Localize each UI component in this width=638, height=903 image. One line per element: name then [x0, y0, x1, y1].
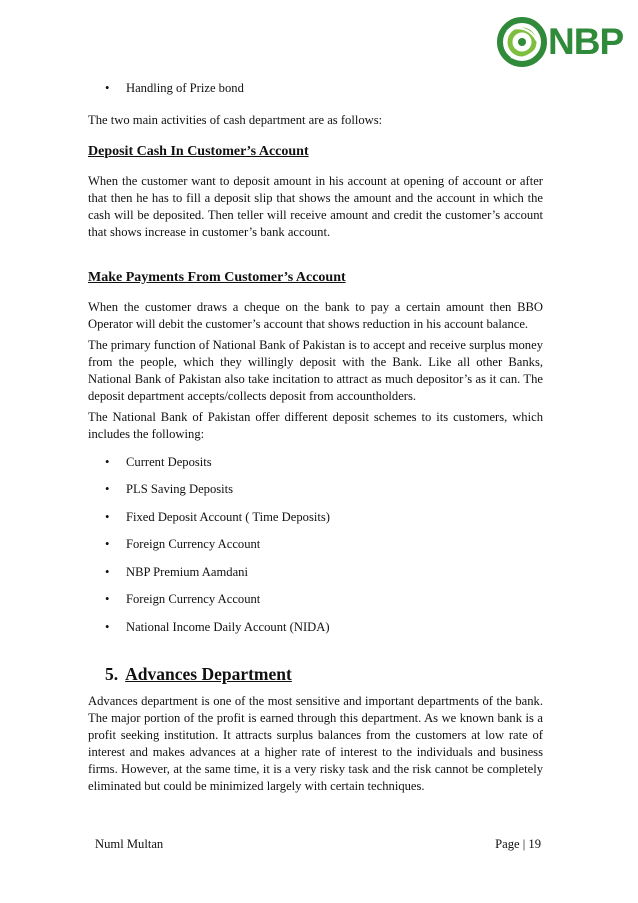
list-item: • National Income Daily Account (NIDA) — [105, 619, 330, 634]
payments-para-2: The primary function of National Bank of Pakistan is to accept and receive surplus money from the people, which they willingly deposit with the Bank. Like all other Banks, National Bank of Pakistan also take incitation to attract as much depositor’s as it can. The deposit department accepts/collects deposit from accountholders. — [88, 337, 543, 403]
nbp-logo — [497, 14, 637, 70]
payments-para-3: The National Bank of Pakistan offer different deposit schemes to its customers, which includes the following: — [88, 409, 543, 441]
deposit-heading: Deposit Cash In Customer’s Account — [88, 143, 309, 159]
section-number: 5. — [105, 664, 119, 684]
bullet-icon: • — [105, 482, 110, 496]
advances-body: Advances department is one of the most sensitive and important departments of the bank. The major portion of the profit is earned through this department. As we known bank is a profit seeking institution. It attracts surplus balances from the customers at low rate of interest and makes advances at a higher rate of interest to the individuals and business firms. However, at the same time, it is a very risky task and the risk cannot be completely eliminated but could be minimized largely with certain techniques. — [88, 694, 543, 793]
list-item: • Current Deposits — [105, 454, 212, 469]
intro-text: The two main activities of cash department are as follows: — [88, 112, 383, 127]
footer-institution: Numl Multan — [95, 837, 164, 851]
deposit-schemes-list — [88, 454, 543, 647]
list-item: • Fixed Deposit Account ( Time Deposits) — [105, 509, 330, 524]
footer-page-number: Page | 19 — [495, 837, 541, 851]
bullet-icon: • — [105, 81, 110, 95]
payments-heading: Make Payments From Customer’s Account — [88, 269, 346, 285]
advances-heading — [88, 662, 543, 686]
list-item: • Foreign Currency Account — [105, 592, 261, 606]
payments-para-1: When the customer draws a cheque on the bank to pay a certain amount then BBO Operator will debit the customer’s account that shows reduction in his account balance. — [88, 299, 543, 331]
bullet-icon: • — [105, 454, 110, 469]
list-item: • Foreign Currency Account — [105, 537, 261, 551]
bullet-icon: • — [105, 619, 110, 634]
page-content — [88, 80, 543, 795]
logo-wordmark: NBP — [548, 21, 624, 62]
list-item: • NBP Premium Aamdani — [105, 564, 248, 579]
bullet-icon: • — [105, 592, 110, 606]
section-title: Advances Department — [125, 664, 292, 684]
bullet-icon: • — [105, 564, 110, 579]
bullet-icon: • — [105, 509, 110, 524]
list-item: • Handling of Prize bond — [105, 81, 244, 95]
nbp-emblem-icon — [497, 17, 547, 67]
bullet-icon: • — [105, 537, 110, 551]
intro-bullet-list — [88, 80, 543, 108]
list-item: • PLS Saving Deposits — [105, 482, 234, 496]
deposit-body: When the customer want to deposit amount in his account at opening of account or after that then he has to fill a deposit slip that shows the amount and the account in which the cash will be deposited. Then teller will receive amount and credit the customer’s account that shows increase in customer’s bank account. — [88, 173, 543, 239]
